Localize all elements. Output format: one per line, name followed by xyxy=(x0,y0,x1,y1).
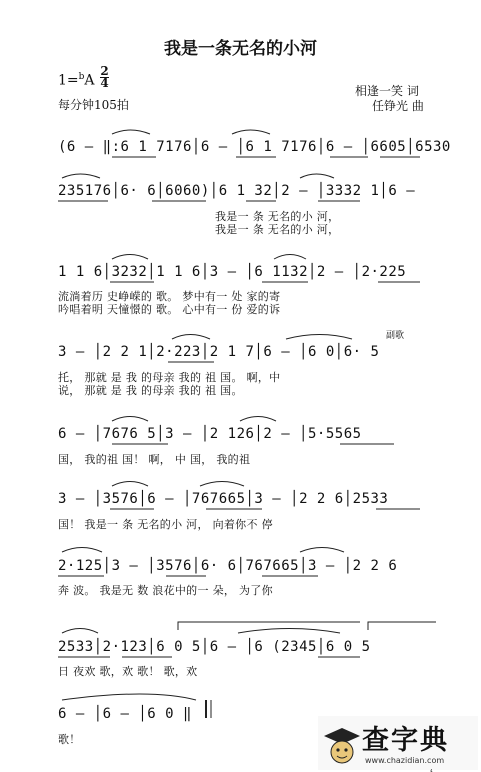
lyric-line: 托， 那就 是 我 的母亲 我的 祖 国。 啊，中 xyxy=(58,371,281,384)
notation-line: 6 – │7676 5│3 – │2 126│2 – │5·5565 xyxy=(58,426,362,442)
notation-line: 2·125│3 – │3576│6· 6│767665│3 – │2 2 6 xyxy=(58,558,398,574)
notation-line: 3 – │2 2 1│2·223│2 1 7│6 – │6 0│6· 5 xyxy=(58,344,380,360)
time-bottom: 4 xyxy=(100,76,109,90)
notation-line: (6 – ‖:6 1 7176│6 – │6 1 7176│6 – │6605│6530 xyxy=(58,139,451,155)
lyric-line: 奔 波。 我是无 数 浪花中的一 朵， 为了你 xyxy=(58,584,273,597)
lyric-line: 吟唱着明 天憧憬的 歌。 心中有一 份 爱的诉 xyxy=(58,303,281,316)
watermark-sig: 4 xyxy=(430,768,433,772)
lyric-line: 说， 那就 是 我 的母亲 我的 祖 国。 xyxy=(58,384,243,397)
time-top: 2 xyxy=(100,64,109,78)
watermark-url: www.chazidian.com xyxy=(365,756,445,765)
lyric-line: 流淌着历 史峥嵘的 歌。 梦中有一 处 家的寄 xyxy=(58,290,281,303)
notation-line: 3 – │3576│6 – │767665│3 – │2 2 6│2533 xyxy=(58,491,389,507)
song-title: 我是一条无名的小河 xyxy=(164,39,317,59)
notation-line: 235176│6· 6│6060)│6 1 32│2 – │3332 1│6 – xyxy=(58,183,416,199)
composer: 任铮光 曲 xyxy=(372,99,424,113)
lyricist: 相逢一笑 词 xyxy=(355,84,419,98)
key-note: A xyxy=(84,72,95,89)
lyric-line: 国！ 我是一 条 无名的小 河， 向着你不 停 xyxy=(58,518,273,531)
lyric-line: 我是一 条 无名的小 河， xyxy=(215,223,340,236)
key-prefix: 1= xyxy=(58,72,79,89)
lyric-line: 我是一 条 无名的小 河， xyxy=(215,210,340,223)
lyric-line: 歌！ xyxy=(58,733,81,746)
section-mark: 副歌 xyxy=(386,331,405,341)
notation-line: 6 – │6 – │6 0 ‖ xyxy=(58,706,192,722)
notation-line: 1 1 6│3232│1 1 6│3 – │6 1132│2 – │2·225 xyxy=(58,264,407,280)
lyric-line: 日 夜欢 歌，欢 歌！ 歌，欢 xyxy=(58,665,198,678)
lyric-line: 国， 我的祖 国！ 啊， 中 国， 我的祖 xyxy=(58,453,251,466)
notation-line: 2533│2·123│6 0 5│6 – │6 (2345│6 0 5 xyxy=(58,639,371,655)
key-flat: b xyxy=(78,72,85,82)
tempo: 每分钟105拍 xyxy=(58,98,129,112)
watermark-text: 查字典 xyxy=(362,725,449,756)
